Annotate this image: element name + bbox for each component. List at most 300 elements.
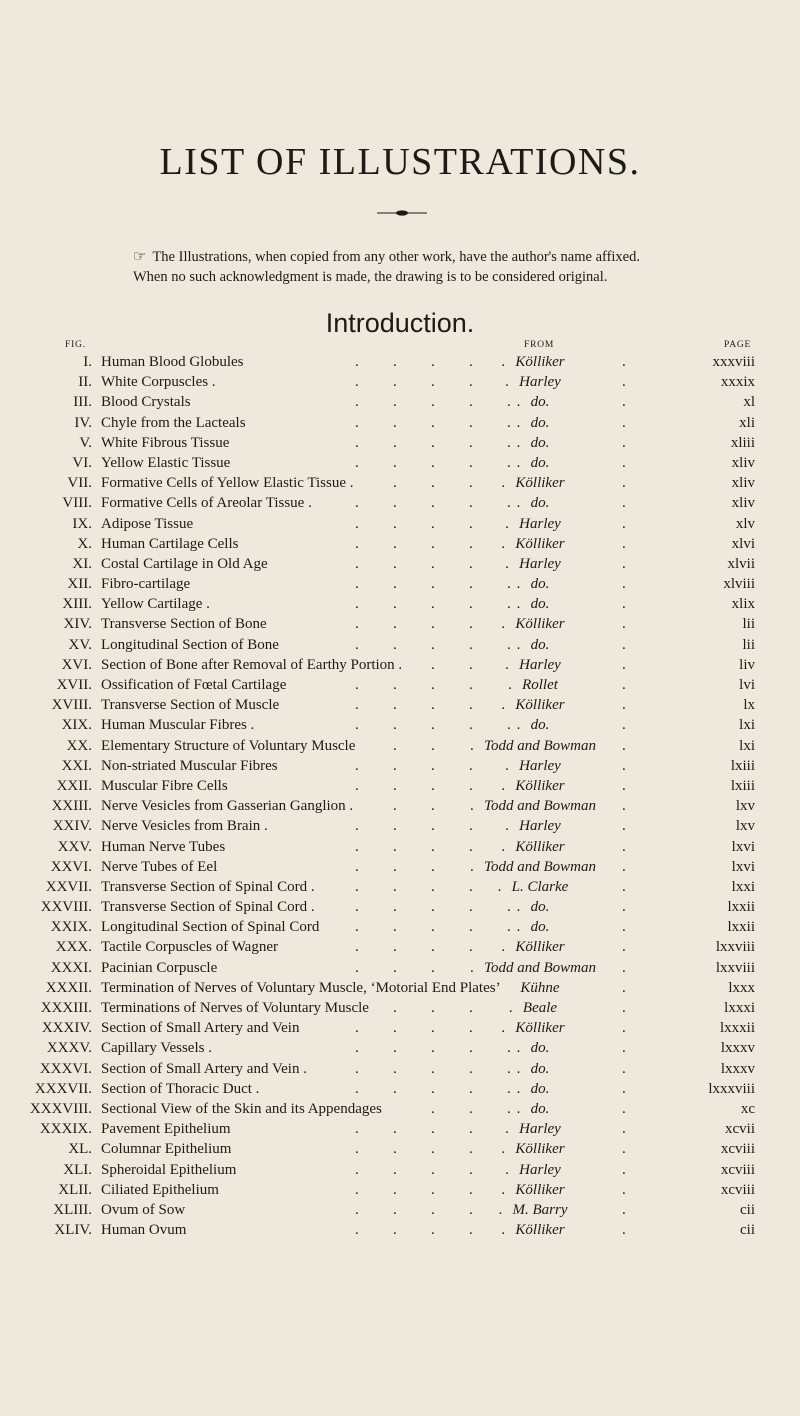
page-number: xlviii: [723, 576, 755, 593]
figure-title: Terminations of Nerves of Voluntary Muscle: [101, 1000, 369, 1016]
leader-dot: .: [431, 1121, 435, 1138]
leader-dot: .: [622, 1020, 626, 1037]
page-number: lxxxviii: [708, 1080, 755, 1097]
figure-title: Longitudinal Section of Spinal Cord: [101, 919, 320, 936]
figure-number: XXXVII.: [34, 1080, 92, 1097]
leader-dot: .: [469, 838, 473, 855]
leader-dot: .: [393, 717, 397, 734]
leader-dot: .: [355, 515, 359, 532]
leader-dot: .: [469, 475, 473, 492]
leader-dot: .: [393, 515, 397, 532]
list-item: [0, 796, 800, 816]
leader-dot: .: [507, 1040, 511, 1057]
leader-dot: .: [469, 555, 473, 572]
leader-dot: .: [431, 1020, 435, 1037]
figure-number: XVIII.: [51, 697, 92, 714]
figure-number: XLII.: [58, 1181, 92, 1198]
leader-dot: .: [622, 1060, 626, 1077]
leader-dot: .: [355, 596, 359, 613]
list-item: [0, 1180, 800, 1200]
figure-title: Ovum of Sow: [101, 1201, 186, 1218]
figure-source-text: Kölliker: [515, 1020, 565, 1037]
list-item: [0, 1119, 800, 1139]
leader-dot: .: [355, 434, 359, 451]
leader-dot: .: [355, 535, 359, 552]
leader-dot: .: [469, 777, 473, 794]
figure-title: Nerve Vesicles from Gasserian Ganglion .: [101, 798, 354, 815]
list-item: [0, 695, 800, 715]
list-item: [0, 453, 800, 473]
page-number: lxxii: [727, 899, 755, 916]
figure-number: XX.: [66, 737, 92, 754]
leader-dot: .: [393, 798, 397, 815]
leader-dot: .: [393, 555, 397, 572]
leader-dot: .: [355, 454, 359, 471]
figure-number: XXII.: [56, 777, 92, 794]
leader-dot: .: [469, 576, 473, 593]
leader-dot: .: [431, 535, 435, 552]
leader-dot: .: [508, 677, 512, 693]
leader-dot: .: [469, 454, 473, 471]
leader-dot: .: [355, 1181, 359, 1198]
leader-dot: .: [393, 596, 397, 613]
list-item: [0, 917, 800, 937]
leader-dot: .: [516, 1040, 521, 1057]
figure-source-text: do.: [530, 414, 550, 431]
page-number: lxxviii: [715, 959, 755, 976]
figure-source-text: do.: [530, 1100, 550, 1117]
leader-dot: .: [470, 959, 474, 976]
figure-source-text: Kölliker: [515, 1222, 565, 1239]
leader-dot: .: [393, 454, 397, 471]
leader-dot: .: [431, 919, 435, 936]
leader-dot: .: [355, 919, 359, 936]
leader-dot: .: [355, 636, 359, 653]
page-number: lxxii: [727, 919, 755, 936]
leader-dot: .: [431, 656, 435, 673]
leader-dot: .: [431, 515, 435, 532]
leader-dot: .: [469, 515, 473, 532]
leader-dot: .: [501, 777, 506, 794]
leader-dot: .: [470, 798, 474, 815]
page-number: lxiii: [730, 757, 755, 774]
figure-source-text: Rollet: [522, 677, 558, 693]
leader-dot: .: [355, 495, 359, 512]
figure-number: XXXII.: [45, 979, 92, 996]
figure-title: Blood Crystals: [101, 394, 191, 411]
leader-dot: .: [431, 899, 435, 916]
leader-dot: .: [622, 1141, 626, 1158]
page-number: lxiii: [730, 777, 755, 794]
list-item: [0, 413, 800, 433]
figure-source-text: do.: [530, 899, 550, 916]
leader-dot: .: [516, 1060, 521, 1077]
page-number: xc: [740, 1100, 755, 1117]
leader-dot: .: [393, 818, 397, 835]
figure-number: XLI.: [63, 1161, 92, 1178]
leader-dot: .: [355, 1020, 359, 1037]
page-number: lxi: [739, 717, 755, 734]
leader-dot: .: [469, 1222, 473, 1239]
leader-dot: .: [507, 1100, 511, 1117]
page-number: xcviii: [720, 1141, 755, 1158]
figure-title: Section of Thoracic Duct .: [101, 1080, 260, 1097]
list-item: [0, 776, 800, 796]
leader-dot: .: [469, 1100, 473, 1117]
list-item: [0, 392, 800, 412]
figure-source-text: do.: [530, 576, 550, 593]
figure-number: II.: [78, 374, 92, 391]
figure-number: XXXI.: [50, 959, 92, 976]
leader-dot: .: [622, 1222, 626, 1239]
figure-source-text: do.: [530, 454, 550, 471]
figure-number: XIX.: [61, 717, 92, 734]
figure-source-text: M. Barry: [512, 1201, 568, 1218]
leader-dot: .: [507, 576, 511, 593]
leader-dot: .: [507, 394, 511, 411]
leader-dot: .: [431, 1060, 435, 1077]
list-item: [0, 857, 800, 877]
page-number: liv: [739, 656, 755, 673]
leader-dot: .: [355, 1080, 359, 1097]
figure-title: Sectional View of the Skin and its Appendages: [101, 1100, 382, 1117]
figure-number: XL.: [68, 1141, 92, 1158]
figure-title: Columnar Epithelium: [101, 1141, 232, 1158]
leader-dot: .: [355, 818, 359, 835]
illustration-list: [0, 352, 800, 1240]
leader-dot: .: [507, 717, 511, 734]
figure-number: XVI.: [61, 656, 92, 673]
leader-dot: .: [355, 1222, 359, 1239]
leader-dot: .: [469, 919, 473, 936]
leader-dot: .: [469, 374, 473, 391]
figure-source-text: Harley: [519, 1121, 561, 1138]
figure-title: Human Cartilage Cells: [101, 535, 239, 552]
leader-dot: .: [393, 1161, 397, 1178]
figure-title: White Corpuscles .: [101, 374, 216, 391]
leader-dot: .: [469, 697, 473, 714]
leader-dot: .: [393, 354, 397, 370]
figure-source-text: Kölliker: [515, 616, 565, 633]
leader-dot: .: [507, 454, 511, 471]
leader-dot: .: [469, 757, 473, 774]
figure-title: Human Blood Globules: [101, 354, 244, 370]
leader-dot: .: [355, 939, 359, 956]
leader-dot: .: [622, 1161, 626, 1178]
leader-dot: .: [622, 717, 626, 734]
leader-dot: .: [498, 1201, 503, 1218]
figure-source-text: do.: [530, 596, 550, 613]
column-header-fig: FIG.: [65, 340, 86, 350]
figure-number: XLIII.: [53, 1201, 92, 1218]
list-item: [0, 837, 800, 857]
leader-dot: .: [622, 1040, 626, 1057]
list-item: [0, 1139, 800, 1159]
figure-number: XXV.: [57, 838, 92, 855]
leader-dot: .: [622, 959, 626, 976]
leader-dot: .: [393, 838, 397, 855]
figure-title: Transverse Section of Spinal Cord .: [101, 878, 315, 895]
leader-dot: .: [505, 757, 509, 774]
leader-dot: .: [469, 818, 473, 835]
figure-source-text: Kölliker: [515, 697, 565, 714]
page-number: cii: [740, 1201, 755, 1218]
leader-dot: .: [622, 475, 626, 492]
figure-source-text: Kölliker: [515, 354, 565, 370]
figure-number: XIV.: [63, 616, 92, 633]
list-item: [0, 372, 800, 392]
leader-dot: .: [393, 475, 397, 492]
figure-title: Nerve Tubes of Eel: [101, 858, 218, 875]
figure-title: Adipose Tissue: [101, 515, 194, 532]
leader-dot: .: [622, 414, 626, 431]
leader-dot: .: [431, 1141, 435, 1158]
leader-dot: .: [622, 616, 626, 633]
leader-dot: .: [469, 1181, 473, 1198]
leader-dot: .: [431, 677, 435, 693]
leader-dot: .: [622, 1181, 626, 1198]
leader-dot: .: [355, 1060, 359, 1077]
leader-dot: .: [501, 1181, 506, 1198]
page-number: cii: [740, 1222, 755, 1239]
list-item: [0, 554, 800, 574]
figure-number: XLIV.: [54, 1222, 92, 1239]
leader-dot: .: [622, 838, 626, 855]
page-number: xlvii: [727, 555, 755, 572]
figure-number: XXXIV.: [41, 1020, 92, 1037]
list-item: [0, 978, 800, 998]
leader-dot: .: [393, 737, 397, 754]
page-number: xlv: [735, 515, 755, 532]
leader-dot: .: [470, 858, 474, 875]
leader-dot: .: [355, 777, 359, 794]
list-item: [0, 1200, 800, 1220]
pointing-hand-icon: ☞: [133, 249, 147, 265]
figure-source-text: Kölliker: [515, 939, 565, 956]
leader-dot: .: [469, 535, 473, 552]
figure-title: Ciliated Epithelium: [101, 1181, 219, 1198]
list-item: [0, 937, 800, 957]
figure-number: X.: [77, 535, 92, 552]
page-number: lxxi: [731, 878, 755, 895]
leader-dot: .: [516, 899, 521, 916]
page-number: xxxix: [720, 374, 755, 391]
figure-title: Pacinian Corpuscle: [101, 959, 218, 976]
leader-dot: .: [393, 677, 397, 693]
leader-dot: .: [622, 394, 626, 411]
leader-dot: .: [501, 1141, 506, 1158]
leader-dot: .: [469, 878, 473, 895]
leader-dot: .: [622, 434, 626, 451]
leader-dot: .: [355, 1141, 359, 1158]
leader-dot: .: [355, 1201, 359, 1218]
leader-dot: .: [501, 697, 506, 714]
leader-dot: .: [622, 374, 626, 391]
figure-title: Transverse Section of Muscle: [101, 697, 280, 714]
leader-dot: .: [516, 434, 521, 451]
leader-dot: .: [393, 757, 397, 774]
leader-dot: .: [355, 858, 359, 875]
figure-title: Human Muscular Fibres .: [101, 717, 255, 734]
leader-dot: .: [431, 697, 435, 714]
leader-dot: .: [431, 838, 435, 855]
figure-title: Non-striated Muscular Fibres: [101, 757, 278, 774]
figure-number: XXIX.: [50, 919, 92, 936]
leader-dot: .: [355, 697, 359, 714]
leader-dot: .: [355, 555, 359, 572]
figure-number: XXI.: [61, 757, 92, 774]
list-item: [0, 614, 800, 634]
page-number: lxxxv: [720, 1040, 755, 1057]
page-number: xcvii: [725, 1121, 755, 1138]
figure-title: Human Ovum: [101, 1222, 187, 1239]
leader-dot: .: [393, 1222, 397, 1239]
leader-dot: .: [622, 576, 626, 593]
figure-number: XIII.: [62, 596, 92, 613]
leader-dot: .: [501, 838, 506, 855]
figure-title: Yellow Elastic Tissue: [101, 454, 231, 471]
list-item: [0, 998, 800, 1018]
leader-dot: .: [431, 495, 435, 512]
leader-dot: .: [507, 414, 511, 431]
leader-dot: .: [393, 1121, 397, 1138]
figure-source-text: do.: [530, 495, 550, 512]
leader-dot: .: [622, 656, 626, 673]
list-item: [0, 433, 800, 453]
leader-dot: .: [431, 1080, 435, 1097]
leader-dot: .: [431, 717, 435, 734]
column-header-from: FROM: [524, 340, 555, 350]
leader-dot: .: [393, 535, 397, 552]
page-number: lxv: [735, 818, 755, 835]
leader-dot: .: [622, 757, 626, 774]
figure-number: XXXIX.: [39, 1121, 92, 1138]
figure-source-text: do.: [530, 919, 550, 936]
figure-number: XXX.: [55, 939, 92, 956]
figure-title: Fibro-cartilage: [101, 576, 191, 593]
page-number: xliii: [730, 434, 755, 451]
leader-dot: .: [505, 656, 509, 673]
figure-title: Transverse Section of Bone: [101, 616, 267, 633]
page-number: xliv: [731, 495, 755, 512]
leader-dot: .: [501, 1020, 506, 1037]
page-number: xlvi: [731, 535, 755, 552]
figure-title: Longitudinal Section of Bone: [101, 636, 279, 653]
leader-dot: .: [393, 1060, 397, 1077]
leader-dot: .: [622, 515, 626, 532]
figure-number: XXVIII.: [40, 899, 92, 916]
leader-dot: .: [431, 1040, 435, 1057]
leader-dot: .: [393, 919, 397, 936]
list-item: [0, 816, 800, 836]
leader-dot: .: [431, 818, 435, 835]
figure-source-text: Todd and Bowman: [484, 798, 596, 815]
figure-number: XXVII.: [45, 878, 92, 895]
leader-dot: .: [469, 1080, 473, 1097]
leader-dot: .: [469, 596, 473, 613]
leader-dot: .: [431, 454, 435, 471]
figure-number: XXIII.: [51, 798, 92, 815]
figure-title: Formative Cells of Yellow Elastic Tissue .: [101, 475, 354, 492]
leader-dot: .: [355, 394, 359, 411]
list-item: [0, 1059, 800, 1079]
leader-dot: .: [431, 959, 435, 976]
figure-number: XII.: [67, 576, 92, 593]
leader-dot: .: [393, 878, 397, 895]
leader-dot: .: [393, 616, 397, 633]
leader-dot: .: [469, 354, 473, 370]
figure-number: XXXV.: [46, 1040, 92, 1057]
leader-dot: .: [622, 899, 626, 916]
leader-dot: .: [469, 717, 473, 734]
figure-source-text: Harley: [519, 757, 561, 774]
leader-dot: .: [431, 616, 435, 633]
leader-dot: .: [469, 394, 473, 411]
leader-dot: .: [469, 616, 473, 633]
leader-dot: .: [516, 1080, 521, 1097]
list-item: [0, 655, 800, 675]
leader-dot: .: [622, 878, 626, 895]
list-item: [0, 594, 800, 614]
figure-source-text: do.: [530, 394, 550, 411]
leader-dot: .: [431, 475, 435, 492]
leader-dot: .: [516, 1100, 521, 1117]
leader-dot: .: [622, 777, 626, 794]
leader-dot: .: [622, 1201, 626, 1218]
leader-dot: .: [516, 414, 521, 431]
figure-number: IX.: [72, 515, 92, 532]
leader-dot: .: [507, 1080, 511, 1097]
leader-dot: .: [431, 555, 435, 572]
figure-number: III.: [73, 394, 92, 411]
figure-title: Transverse Section of Spinal Cord .: [101, 899, 315, 916]
figure-title: Nerve Vesicles from Brain .: [101, 818, 268, 835]
leader-dot: .: [501, 535, 506, 552]
figure-title: Ossification of Fœtal Cartilage: [101, 677, 287, 693]
leader-dot: .: [505, 1121, 509, 1138]
list-item: [0, 897, 800, 917]
page-number: lxi: [739, 737, 755, 754]
leader-dot: .: [431, 1181, 435, 1198]
leader-dot: .: [431, 354, 435, 370]
leader-dot: .: [355, 1121, 359, 1138]
leader-dot: .: [355, 616, 359, 633]
leader-dot: .: [622, 1121, 626, 1138]
list-item: [0, 715, 800, 735]
figure-title: Elementary Structure of Voluntary Muscle: [101, 737, 356, 754]
figure-source-text: do.: [530, 1080, 550, 1097]
figure-number: VI.: [72, 454, 92, 471]
leader-dot: .: [505, 555, 509, 572]
figure-number: VII.: [67, 475, 92, 492]
page-number: lxxx: [728, 979, 755, 996]
list-item: [0, 493, 800, 513]
leader-dot: .: [622, 454, 626, 471]
figure-number: V.: [79, 434, 92, 451]
page-number: xliv: [731, 475, 755, 492]
figure-source-text: Kölliker: [515, 535, 565, 552]
figure-number: VIII.: [62, 495, 92, 512]
leader-dot: .: [355, 1040, 359, 1057]
page-number: lxvi: [731, 838, 755, 855]
leader-dot: .: [431, 737, 435, 754]
leader-dot: .: [393, 414, 397, 431]
leader-dot: .: [355, 959, 359, 976]
leader-dot: .: [431, 434, 435, 451]
leader-dot: .: [469, 899, 473, 916]
page-number: lii: [742, 616, 755, 633]
figure-title: Termination of Nerves of Voluntary Muscle, ‘Motorial End Plates’: [101, 979, 501, 996]
